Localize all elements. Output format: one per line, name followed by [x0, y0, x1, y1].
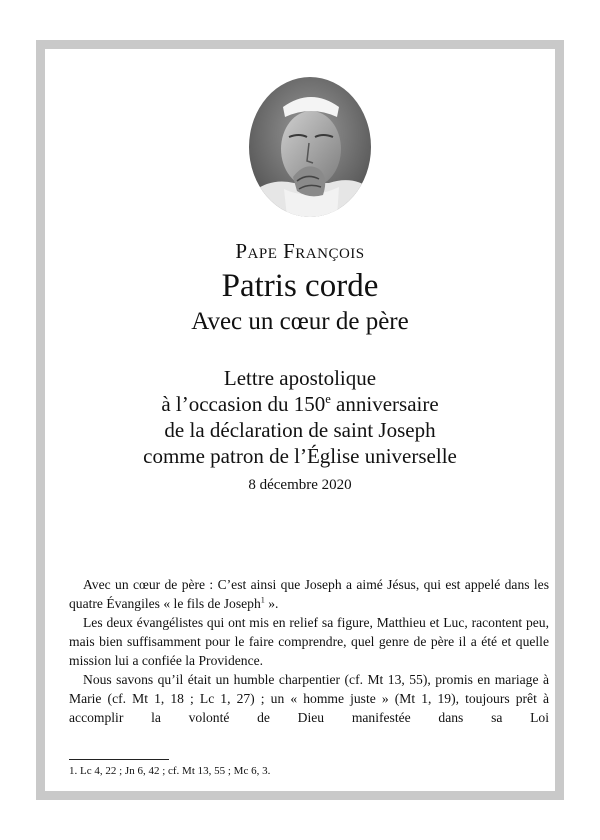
- footnote-divider: [69, 759, 169, 760]
- document-title: Patris corde: [221, 268, 379, 304]
- paragraph: Nous savons qu’il était un humble charpentier (cf. Mt 13, 55), promis en mariage à Marie (cf. Mt 1, 18 ; Lc 1, 27) ; un « homme juste » (Mt 1, 19), toujours prêt à accomplir la volonté de Dieu manifestée dans sa Loi: [69, 672, 549, 725]
- footnote-reference: 1: [260, 595, 265, 605]
- paragraph-text: Avec un cœur de père : C’est ainsi que Joseph a aimé Jésus, qui est appelé dans les quatre Évangiles « le fils de Joseph: [69, 577, 549, 611]
- document-type-text: anniversaire: [330, 392, 439, 416]
- document-type-line: Lettre apostolique: [223, 366, 377, 390]
- paragraph: [69, 575, 549, 613]
- paragraph-text: ».: [264, 596, 279, 611]
- document-date: 8 décembre 2020: [248, 477, 352, 493]
- page-frame: [36, 40, 564, 800]
- document-type-line: de la déclaration de saint Joseph: [164, 418, 436, 442]
- paragraph: Les deux évangélistes qui ont mis en relief sa figure, Matthieu et Luc, racontent peu, mais bien suffisamment pour le faire comprendre, quel genre de père il a été et quelle mission lui a confiée la Providence.: [69, 615, 549, 668]
- document-type-text: à l’occasion du 150: [161, 392, 326, 416]
- portrait-photo: [249, 77, 371, 217]
- footnote: 1. Lc 4, 22 ; Jn 6, 42 ; cf. Mt 13, 55 ; Mc 6, 3.: [69, 765, 271, 777]
- document-subtitle: Avec un cœur de père: [191, 308, 409, 335]
- ordinal-superscript: e: [325, 392, 331, 406]
- document-type-line: [45, 391, 555, 417]
- document-page: [45, 49, 555, 791]
- author-name: Pape François: [235, 239, 365, 263]
- document-type-block: [45, 365, 555, 469]
- document-type-line: comme patron de l’Église universelle: [143, 444, 457, 468]
- body-text: [69, 575, 549, 727]
